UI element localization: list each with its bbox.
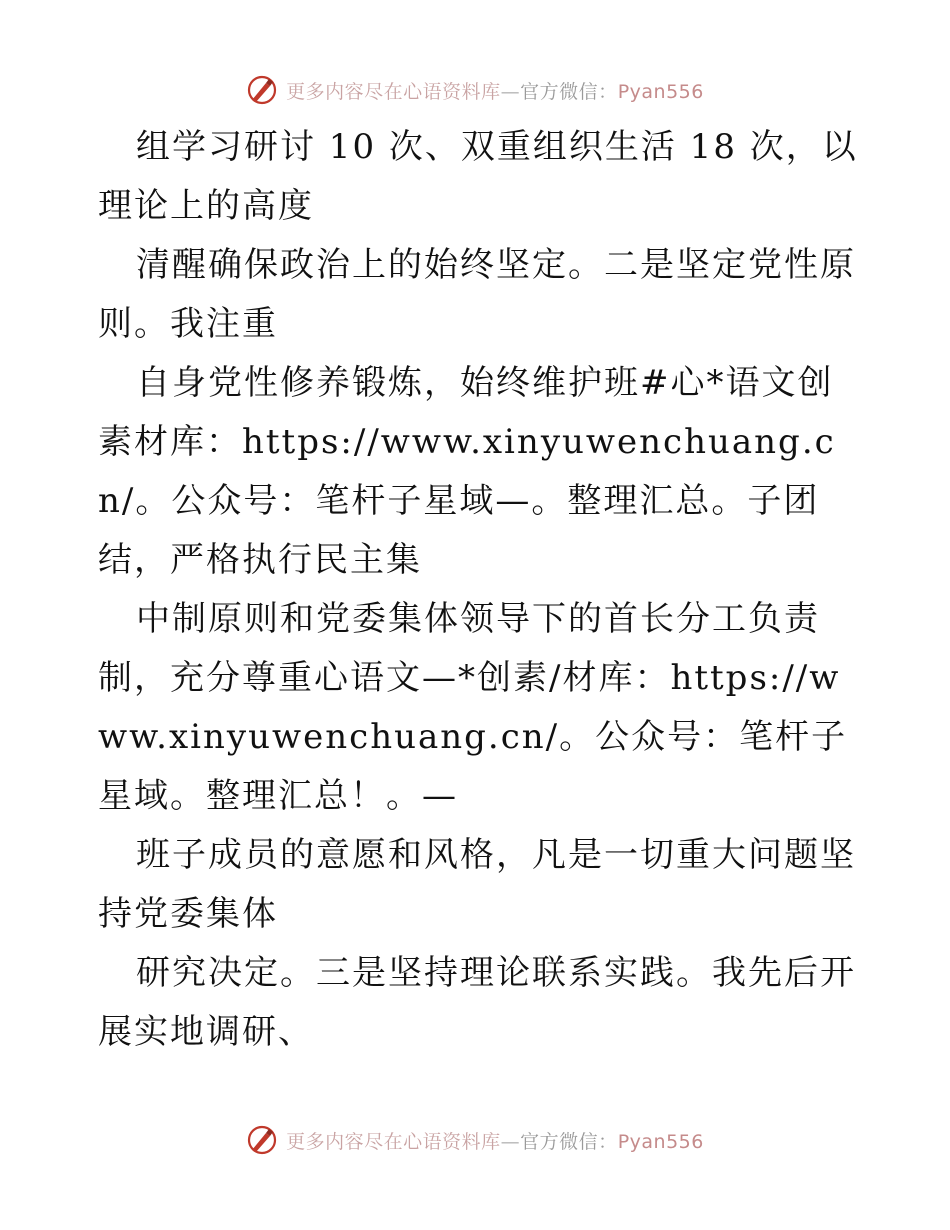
watermark-account: Pyan556	[617, 80, 704, 103]
footer-watermark	[0, 1120, 950, 1160]
watermark-title: 更多内容尽在心语资料库	[286, 80, 501, 103]
watermark-text	[286, 77, 704, 104]
paragraph: 自身党性修养锻炼，始终维护班#心*语文创素材库：https://www.xinyuwenchuang.cn/。公众号：笔杆子星域—。整理汇总。子团结，严格执行民主集	[98, 363, 836, 580]
paragraph: 组学习研讨 10 次、双重组织生活 18 次，以理论上的高度	[98, 127, 858, 226]
watermark-separator: —	[500, 1130, 521, 1153]
watermark-text	[286, 1127, 704, 1154]
pen-logo-icon	[246, 74, 278, 106]
watermark-label: 官方微信：	[520, 80, 618, 103]
paragraph: 清醒确保政治上的始终坚定。二是坚定党性原则。我注重	[98, 245, 856, 344]
document-body	[98, 118, 858, 1062]
paragraph: 班子成员的意愿和风格，凡是一切重大问题坚持党委集体	[98, 835, 856, 934]
paragraph: 研究决定。三是坚持理论联系实践。我先后开展实地调研、	[98, 953, 856, 1052]
pen-logo-icon	[246, 1124, 278, 1156]
watermark-title: 更多内容尽在心语资料库	[286, 1130, 501, 1153]
watermark-label: 官方微信：	[520, 1130, 618, 1153]
header-watermark	[0, 70, 950, 110]
watermark-account: Pyan556	[617, 1130, 704, 1153]
paragraph: 中制原则和党委集体领导下的首长分工负责制，充分尊重心语文—*创素/材库：https://www.xinyuwenchuang.cn/。公众号：笔杆子星域。整理汇总！。—	[98, 599, 848, 816]
watermark-separator: —	[500, 80, 521, 103]
